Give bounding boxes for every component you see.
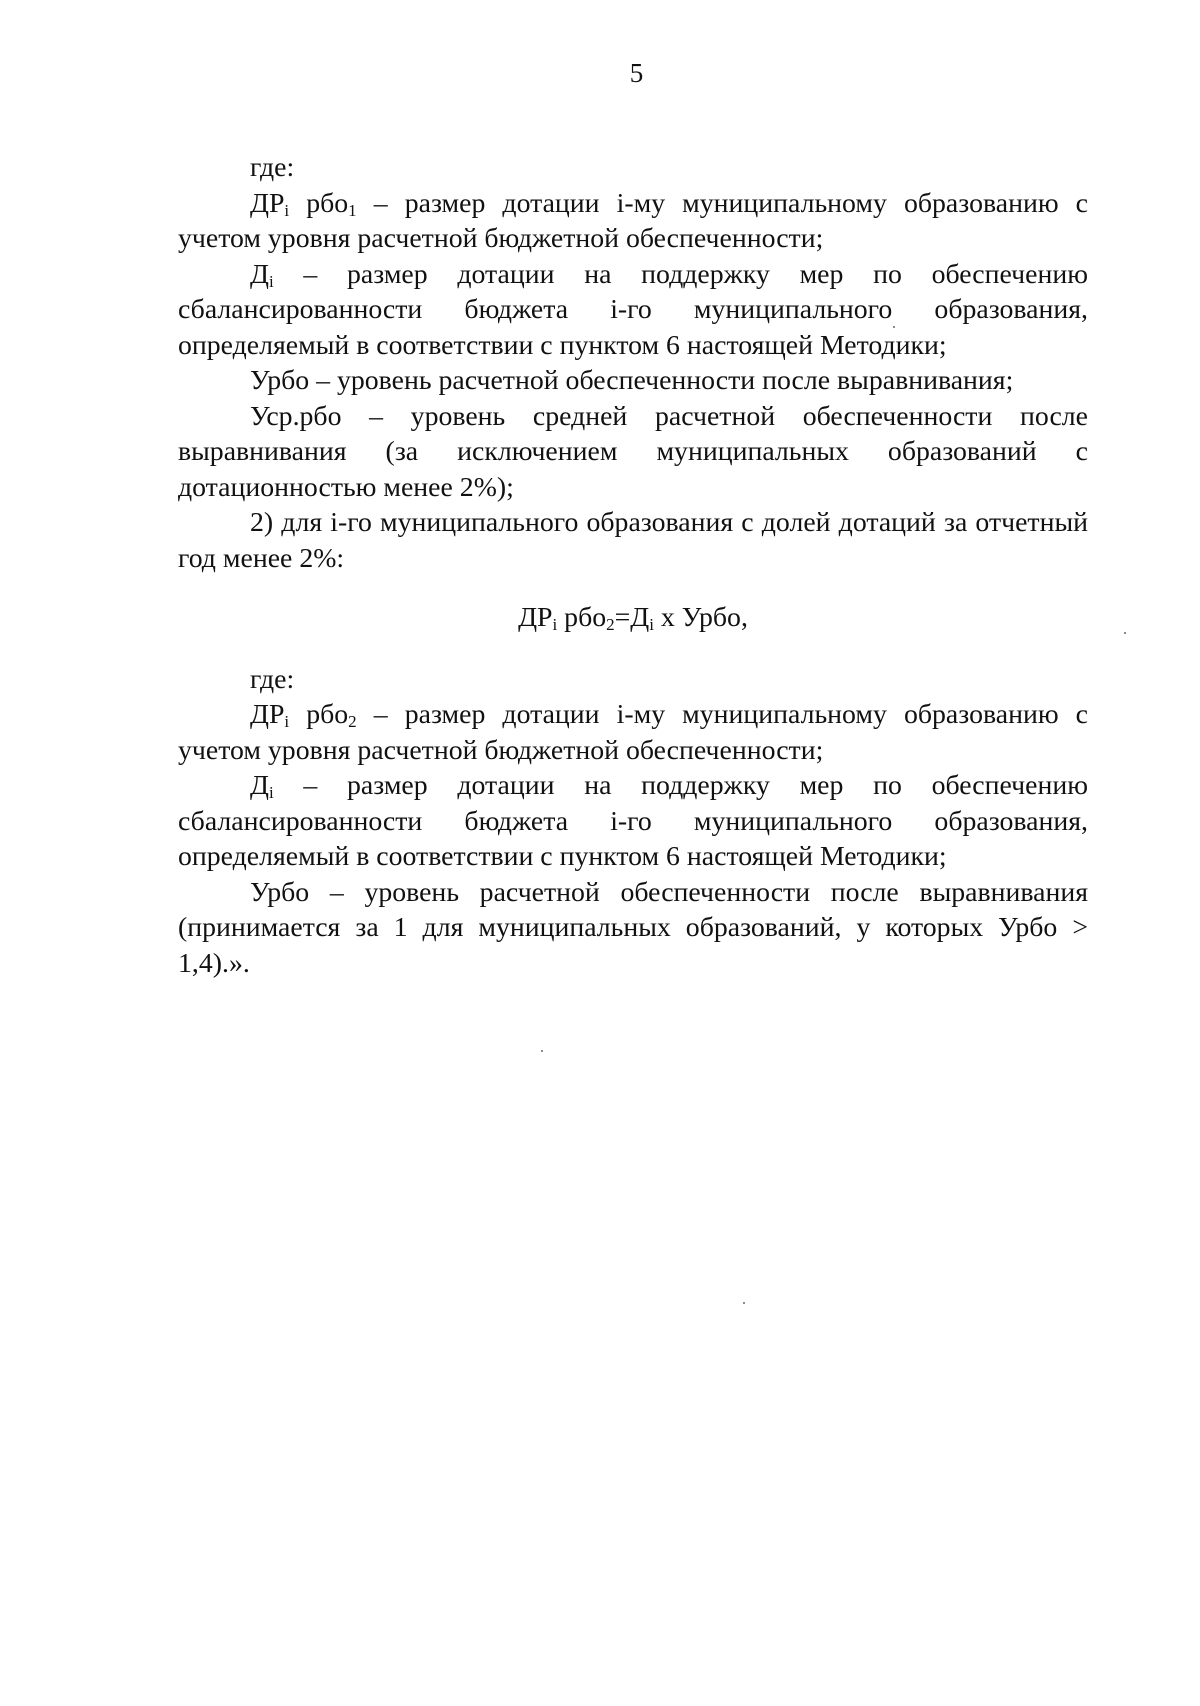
where-label-1: где:: [250, 152, 295, 183]
definition-dr-rbo1: [178, 186, 1088, 257]
scan-speck: [743, 1302, 745, 1304]
term-rbo: рбо: [289, 699, 349, 730]
definition-text: – размер дотации на поддержку мер по обеспечению сбалансированности бюджета i-го муниципального образования, определяемый в соответствии с пунктом 6 настоящей Методики;: [178, 258, 1088, 361]
definition-text: – размер дотации i-му муниципальному образованию с учетом уровня расчетной бюджетной обеспеченности;: [178, 699, 1088, 766]
scan-speck: [893, 326, 895, 328]
where-label-2: где:: [250, 663, 295, 695]
definition-di-2: [178, 768, 1088, 875]
document-body: [178, 150, 1088, 981]
term-sub-2: 2: [348, 712, 357, 731]
term-dr: ДР: [250, 699, 285, 730]
term-sub-i: i: [268, 271, 274, 291]
page-number: 5: [629, 58, 644, 88]
definition-urbo-1: Урбо – уровень расчетной обеспеченности после выравнивания;: [250, 365, 1014, 396]
term-sub-i: i: [284, 712, 290, 731]
formula-part: х Урбо,: [653, 602, 748, 633]
definition-di-1: [178, 257, 1088, 364]
definition-urbo-2: Урбо – уровень расчетной обеспеченности после выравнивания (принимается за 1 для муниципальных образований, у которых Урбо > 1,4).».: [178, 876, 1088, 979]
term-dr: ДР: [250, 187, 285, 219]
definition-usrbo: Уср.рбо – уровень средней расчетной обеспеченности после выравнивания (за исключением муниципальных образований с дотационностью менее 2%);: [178, 400, 1088, 503]
formula: [178, 600, 1088, 636]
formula-part: ДР: [518, 602, 553, 633]
formula-sub: i: [552, 615, 558, 634]
term-d: Д: [250, 770, 269, 801]
term-d: Д: [250, 258, 269, 290]
definition-dr-rbo2: [178, 697, 1088, 768]
formula-sub: 2: [606, 615, 615, 634]
formula-part: рбо: [557, 602, 607, 633]
term-sub-1: 1: [348, 200, 357, 220]
scan-speck: [541, 1050, 543, 1052]
scan-speck: [1124, 632, 1126, 634]
item-2: 2) для i-го муниципального образования с долей дотаций за отчетный год менее 2%:: [178, 507, 1088, 574]
term-sub-i: i: [268, 783, 274, 802]
term-sub-i: i: [284, 200, 290, 220]
definition-text: – размер дотации на поддержку мер по обеспечению сбалансированности бюджета i-го муниципального образования, определяемый в соответствии с пунктом 6 настоящей Методики;: [178, 770, 1088, 872]
definition-text: – размер дотации i-му муниципальному образованию с учетом уровня расчетной бюджетной обеспеченности;: [178, 187, 1088, 254]
formula-part: =Д: [614, 602, 650, 633]
term-rbo: рбо: [289, 187, 349, 219]
formula-sub: i: [649, 615, 654, 634]
